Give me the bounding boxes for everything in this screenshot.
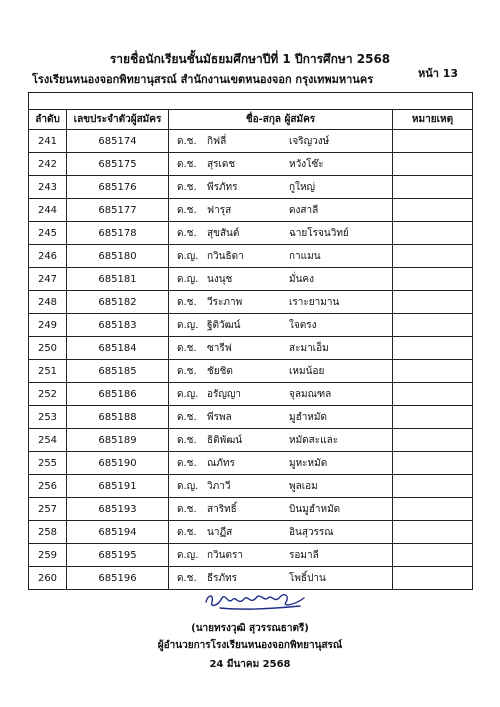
application-number: 685183 xyxy=(67,314,169,337)
table-row xyxy=(29,544,473,567)
last-name: กาแมน xyxy=(289,250,321,262)
name-prefix: ด.ช. xyxy=(177,365,197,377)
name-prefix: ด.ญ. xyxy=(177,273,199,285)
table-row xyxy=(29,268,473,291)
application-number: 685176 xyxy=(67,176,169,199)
application-number: 685186 xyxy=(67,383,169,406)
row-index: 247 xyxy=(29,268,67,291)
col-header-application-number: เลขประจำตัวผู้สมัคร xyxy=(67,110,169,130)
row-index: 260 xyxy=(29,567,67,590)
note-cell xyxy=(393,199,473,222)
table-row xyxy=(29,383,473,406)
table-row xyxy=(29,475,473,498)
last-name: เหมน้อย xyxy=(289,365,325,377)
student-roster-table xyxy=(28,92,473,590)
last-name: อินสุวรรณ xyxy=(289,526,334,538)
application-number: 685196 xyxy=(67,567,169,590)
name-prefix: ด.ช. xyxy=(177,572,197,584)
col-header-index: ลำดับ xyxy=(29,110,67,130)
row-index: 256 xyxy=(29,475,67,498)
table-row xyxy=(29,498,473,521)
row-index: 241 xyxy=(29,130,67,153)
row-index: 251 xyxy=(29,360,67,383)
name-prefix: ด.ญ. xyxy=(177,480,199,492)
last-name: บินมูฮำหมัด xyxy=(289,503,341,515)
note-cell xyxy=(393,452,473,475)
first-name: ชัยชิต xyxy=(207,365,233,377)
application-number: 685178 xyxy=(67,222,169,245)
name-prefix: ด.ช. xyxy=(177,342,197,354)
row-index: 246 xyxy=(29,245,67,268)
first-name: ซารีฟ xyxy=(207,342,232,354)
student-name xyxy=(169,245,393,268)
table-row xyxy=(29,245,473,268)
col-header-name: ชื่อ-สกุล ผู้สมัคร xyxy=(169,110,393,130)
signature xyxy=(200,586,310,614)
signer-name: (นายทรงวุฒิ สุวรรณธาตรี) xyxy=(191,623,309,634)
document-title: รายชื่อนักเรียนชั้นมัธยมศึกษาปีที่ 1 ปีการศึกษา 2568 xyxy=(109,52,391,66)
name-prefix: ด.ญ. xyxy=(177,549,199,561)
last-name: ใจตรง xyxy=(289,319,317,331)
note-cell xyxy=(393,268,473,291)
note-cell xyxy=(393,291,473,314)
last-name: เจริญวงษ์ xyxy=(289,135,330,147)
name-prefix: ด.ช. xyxy=(177,158,197,170)
name-prefix: ด.ช. xyxy=(177,204,197,216)
page-number: หน้า 13 xyxy=(418,67,459,80)
row-index: 257 xyxy=(29,498,67,521)
header-row xyxy=(29,110,473,130)
last-name: มั่นคง xyxy=(289,273,314,285)
table-row xyxy=(29,176,473,199)
last-name: จุลมณฑล xyxy=(289,388,332,400)
row-index: 255 xyxy=(29,452,67,475)
table-row xyxy=(29,429,473,452)
application-number: 685182 xyxy=(67,291,169,314)
student-name xyxy=(169,360,393,383)
last-name: พูลเอม xyxy=(289,480,318,492)
table-row xyxy=(29,406,473,429)
table-row xyxy=(29,199,473,222)
note-cell xyxy=(393,498,473,521)
note-cell xyxy=(393,130,473,153)
last-name: โพธิ์ปาน xyxy=(289,572,326,584)
first-name: พีรภัทร xyxy=(207,181,238,193)
signing-date: 24 มีนาคม 2568 xyxy=(209,659,291,670)
first-name: สุรเดช xyxy=(207,158,236,170)
last-name: ดงสาลี xyxy=(289,204,319,216)
first-name: ฐิติวัฒน์ xyxy=(207,319,241,331)
table-row xyxy=(29,521,473,544)
first-name: ธีรภัทร xyxy=(207,572,238,584)
application-number: 685190 xyxy=(67,452,169,475)
first-name: ณภัทร xyxy=(207,457,235,469)
table-row xyxy=(29,222,473,245)
row-index: 244 xyxy=(29,199,67,222)
last-name: กูใหญ่ xyxy=(289,181,316,193)
first-name: กวินตรา xyxy=(207,549,243,561)
name-prefix: ด.ช. xyxy=(177,411,197,423)
student-name xyxy=(169,406,393,429)
table-row xyxy=(29,130,473,153)
last-name: หวังโซ๊ะ xyxy=(289,158,324,170)
last-name: มูฮำหมัด xyxy=(289,411,327,423)
row-index: 250 xyxy=(29,337,67,360)
blank-cell xyxy=(29,93,473,110)
last-name: สะมาเอ็ม xyxy=(289,342,329,354)
student-name xyxy=(169,291,393,314)
application-number: 685193 xyxy=(67,498,169,521)
application-number: 685174 xyxy=(67,130,169,153)
application-number: 685191 xyxy=(67,475,169,498)
student-name xyxy=(169,268,393,291)
last-name: รอมาลี xyxy=(289,549,319,561)
name-prefix: ด.ช. xyxy=(177,181,197,193)
note-cell xyxy=(393,544,473,567)
name-prefix: ด.ช. xyxy=(177,457,197,469)
row-index: 254 xyxy=(29,429,67,452)
name-prefix: ด.ช. xyxy=(177,503,197,515)
first-name: วิภาวี xyxy=(207,480,231,492)
last-name: ฉายโรจนวิทย์ xyxy=(289,227,349,239)
first-name: นงนุช xyxy=(207,273,233,285)
first-name: กิฟลี่ xyxy=(207,135,227,147)
row-index: 243 xyxy=(29,176,67,199)
last-name: เราะยามาน xyxy=(289,296,340,308)
note-cell xyxy=(393,222,473,245)
first-name: สุขสันต์ xyxy=(207,227,240,239)
application-number: 685184 xyxy=(67,337,169,360)
col-header-note: หมายเหตุ xyxy=(393,110,473,130)
note-cell xyxy=(393,245,473,268)
note-cell xyxy=(393,337,473,360)
row-index: 253 xyxy=(29,406,67,429)
row-index: 258 xyxy=(29,521,67,544)
table-row xyxy=(29,314,473,337)
note-cell xyxy=(393,314,473,337)
application-number: 685195 xyxy=(67,544,169,567)
application-number: 685181 xyxy=(67,268,169,291)
application-number: 685194 xyxy=(67,521,169,544)
note-cell xyxy=(393,360,473,383)
note-cell xyxy=(393,521,473,544)
table-row xyxy=(29,452,473,475)
student-name xyxy=(169,521,393,544)
note-cell xyxy=(393,383,473,406)
student-name xyxy=(169,383,393,406)
first-name: ฟารุส xyxy=(207,204,232,216)
row-index: 259 xyxy=(29,544,67,567)
table-row xyxy=(29,291,473,314)
student-name xyxy=(169,429,393,452)
first-name: พีรพล xyxy=(207,411,232,423)
student-name xyxy=(169,314,393,337)
first-name: อรัญญา xyxy=(207,388,242,400)
first-name: กวินธิดา xyxy=(207,250,244,262)
student-name xyxy=(169,452,393,475)
note-cell xyxy=(393,176,473,199)
student-name xyxy=(169,498,393,521)
first-name: วีระภาพ xyxy=(207,296,243,308)
application-number: 685185 xyxy=(67,360,169,383)
row-index: 242 xyxy=(29,153,67,176)
student-name xyxy=(169,222,393,245)
last-name: มูหะหมัด xyxy=(289,457,328,469)
name-prefix: ด.ช. xyxy=(177,227,197,239)
signer-position: ผู้อำนวยการโรงเรียนหนองจอกพิทยานุสรณ์ xyxy=(157,640,343,651)
table-row xyxy=(29,153,473,176)
blank-header-row xyxy=(29,93,473,110)
student-name xyxy=(169,475,393,498)
application-number: 685175 xyxy=(67,153,169,176)
application-number: 685177 xyxy=(67,199,169,222)
student-name xyxy=(169,130,393,153)
school-subtitle: โรงเรียนหนองจอกพิทยานุสรณ์ สำนักงานเขตหนองจอก กรุงเทพมหานคร xyxy=(32,73,374,86)
row-index: 252 xyxy=(29,383,67,406)
table-row xyxy=(29,360,473,383)
name-prefix: ด.ญ. xyxy=(177,388,199,400)
name-prefix: ด.ช. xyxy=(177,526,197,538)
table-row xyxy=(29,337,473,360)
student-name xyxy=(169,337,393,360)
student-name xyxy=(169,176,393,199)
row-index: 245 xyxy=(29,222,67,245)
first-name: สาริทธิ์ xyxy=(207,503,237,515)
application-number: 685188 xyxy=(67,406,169,429)
note-cell xyxy=(393,429,473,452)
note-cell xyxy=(393,475,473,498)
student-name xyxy=(169,153,393,176)
last-name: หมัดสะและ xyxy=(289,434,339,446)
first-name: นาฏีส xyxy=(207,526,233,538)
student-name xyxy=(169,544,393,567)
note-cell xyxy=(393,153,473,176)
note-cell xyxy=(393,567,473,590)
note-cell xyxy=(393,406,473,429)
name-prefix: ด.ญ. xyxy=(177,250,199,262)
application-number: 685189 xyxy=(67,429,169,452)
name-prefix: ด.ช. xyxy=(177,296,197,308)
application-number: 685180 xyxy=(67,245,169,268)
row-index: 248 xyxy=(29,291,67,314)
name-prefix: ด.ญ. xyxy=(177,319,199,331)
student-name xyxy=(169,199,393,222)
first-name: ธิติพัฒน์ xyxy=(207,434,243,446)
name-prefix: ด.ช. xyxy=(177,434,197,446)
name-prefix: ด.ช. xyxy=(177,135,197,147)
row-index: 249 xyxy=(29,314,67,337)
